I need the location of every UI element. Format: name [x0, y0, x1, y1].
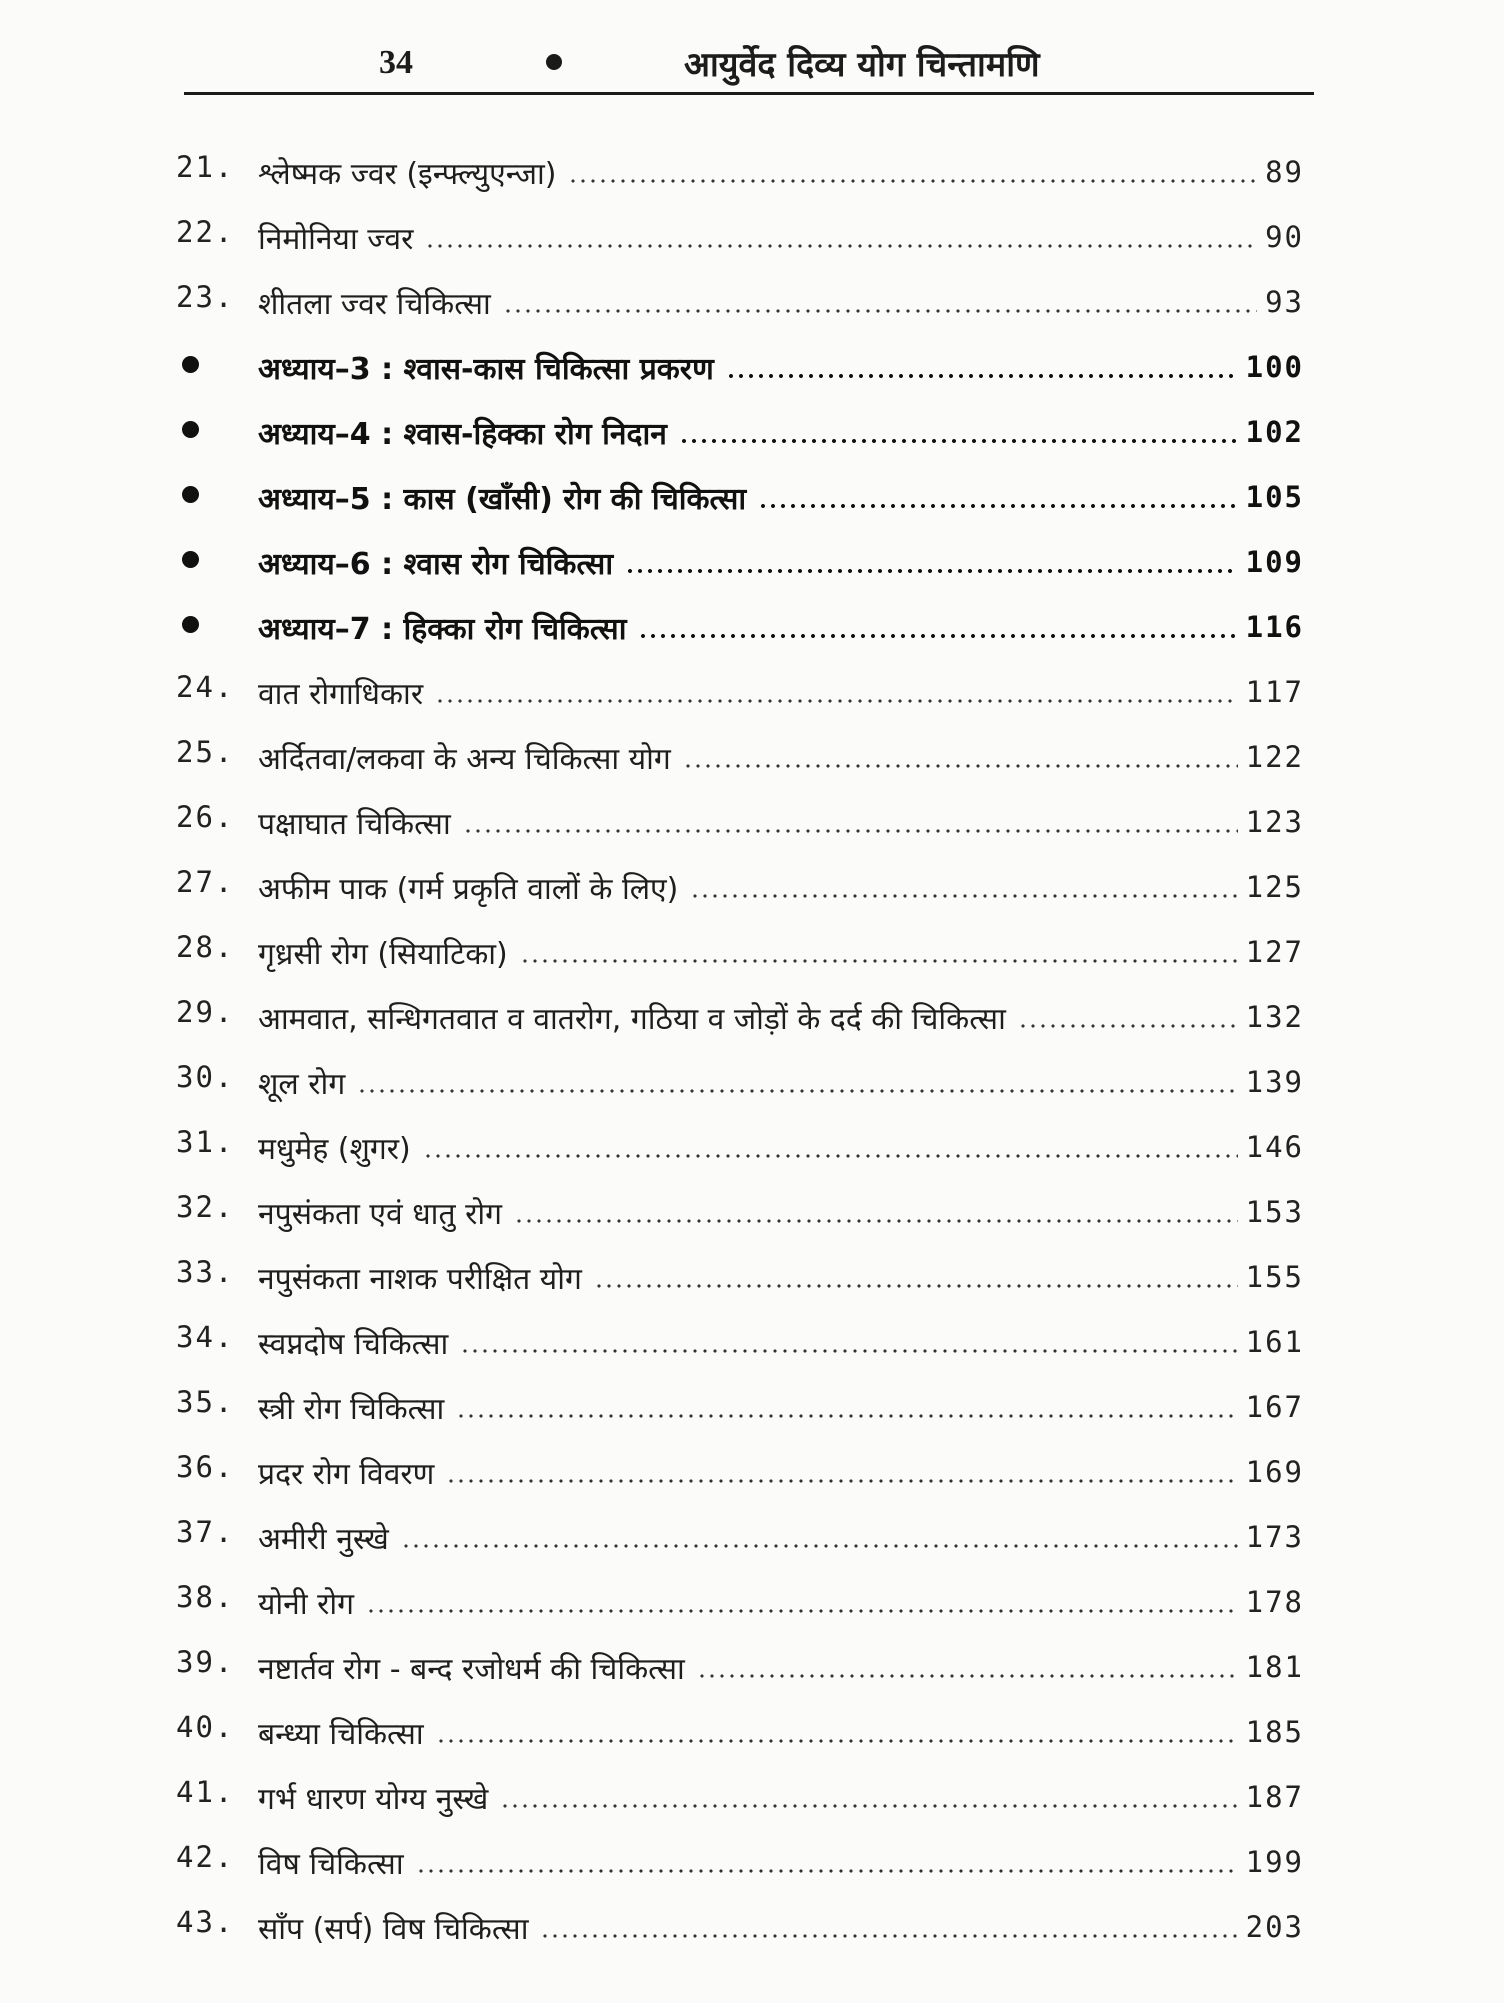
toc-item-title: अध्याय–3 : श्वास-कास चिकित्सा प्रकरण: [258, 351, 714, 387]
toc-line: [258, 792, 1304, 852]
toc-item-number: 37.: [176, 1515, 235, 1549]
toc-item-row: [0, 207, 1504, 272]
toc-line: [258, 1052, 1304, 1112]
toc-line: [258, 1117, 1304, 1177]
toc-item-title: अध्याय–6 : श्वास रोग चिकित्सा: [258, 546, 614, 582]
toc-line: [258, 597, 1304, 657]
dot-leader: [683, 764, 1238, 768]
toc-item-title: आमवात, सन्धिगतवात व वातरोग, गठिया व जोड़ों के दर्द की चिकित्सा: [258, 1001, 1006, 1037]
toc-line: [258, 142, 1304, 202]
book-title: आयुर्वेद दिव्य योग चिन्तामणि: [684, 45, 1040, 85]
dot-leader: [594, 1284, 1238, 1288]
toc-page-number: 89: [1265, 155, 1304, 189]
toc-item-number: 30.: [176, 1060, 235, 1094]
dot-leader: [758, 504, 1237, 508]
toc-item-title: अध्याय–5 : कास (खाँसी) रोग की चिकित्सा: [258, 481, 747, 517]
toc-page-number: 167: [1245, 1390, 1304, 1424]
toc-page-number: 181: [1245, 1650, 1304, 1684]
toc-line: [258, 1442, 1304, 1502]
toc-item-title: अध्याय–4 : श्वास-हिक्का रोग निदान: [258, 416, 667, 452]
toc-page-number: 102: [1245, 415, 1304, 449]
toc-page-number: 117: [1245, 675, 1304, 709]
page-header: [184, 40, 1314, 95]
toc-page-number: 93: [1265, 285, 1304, 319]
dot-leader: [1018, 1024, 1238, 1028]
toc-item-title: साँप (सर्प) विष चिकित्सा: [258, 1911, 529, 1947]
toc-item-title: शूल रोग: [258, 1066, 346, 1102]
toc-page-number: 127: [1245, 935, 1304, 969]
dot-leader: [726, 374, 1238, 378]
toc-item-title: निमोनिया ज्वर: [258, 221, 414, 257]
dot-leader: [425, 244, 1257, 248]
bullet-icon: [182, 551, 199, 568]
toc-item-title: गृध्रसी रोग (सियाटिका): [258, 936, 508, 972]
toc-item-row: [0, 1832, 1504, 1897]
dot-leader: [638, 634, 1237, 638]
toc-item-number: 28.: [176, 930, 235, 964]
toc-line: [258, 1377, 1304, 1437]
toc-item-row: [0, 1377, 1504, 1442]
toc-item-row: [0, 1247, 1504, 1312]
toc-item-number: 42.: [176, 1840, 235, 1874]
toc-item-number: 41.: [176, 1775, 235, 1809]
dot-leader: [679, 439, 1238, 443]
toc-line: [258, 1897, 1304, 1957]
toc-item-number: 38.: [176, 1580, 235, 1614]
toc-item-row: [0, 1767, 1504, 1832]
toc-page-number: 187: [1245, 1780, 1304, 1814]
toc-page-number: 178: [1245, 1585, 1304, 1619]
toc-line: [258, 1247, 1304, 1307]
toc-item-title: विष चिकित्सा: [258, 1846, 404, 1882]
dot-leader: [697, 1674, 1238, 1678]
toc-page-number: 153: [1245, 1195, 1304, 1229]
toc-item-title: गर्भ धारण योग्य नुस्खे: [258, 1781, 489, 1817]
toc-item-title: नपुसंकता नाशक परीक्षित योग: [258, 1261, 582, 1297]
toc-item-number: 22.: [176, 215, 235, 249]
dot-leader: [540, 1934, 1237, 1938]
toc-item-number: 26.: [176, 800, 235, 834]
toc-line: [258, 1702, 1304, 1762]
toc-item-row: [0, 922, 1504, 987]
toc-page-number: 146: [1245, 1130, 1304, 1164]
dot-leader: [416, 1869, 1238, 1873]
toc-line: [258, 1312, 1304, 1372]
dot-leader: [625, 569, 1238, 573]
toc-item-number: 21.: [176, 150, 235, 184]
toc-item-title: अफीम पाक (गर्म प्रकृति वालों के लिए): [258, 871, 679, 907]
toc-page-number: 116: [1245, 610, 1304, 644]
toc-item-row: [0, 1312, 1504, 1377]
toc-page-number: 203: [1245, 1910, 1304, 1944]
toc-line: [258, 1182, 1304, 1242]
toc-item-row: [0, 1052, 1504, 1117]
toc-chapter-row: [0, 402, 1504, 467]
toc-item-row: [0, 1182, 1504, 1247]
bullet-icon: [182, 356, 199, 373]
toc-page-number: 173: [1245, 1520, 1304, 1554]
toc-page-number: 185: [1245, 1715, 1304, 1749]
dot-leader: [366, 1609, 1238, 1613]
dot-leader: [357, 1089, 1237, 1093]
toc-line: [258, 727, 1304, 787]
toc-page-number: 122: [1245, 740, 1304, 774]
dot-leader: [568, 179, 1257, 183]
toc-chapter-row: [0, 337, 1504, 402]
toc-item-row: [0, 1117, 1504, 1182]
toc-item-title: वात रोगाधिकार: [258, 676, 424, 712]
header-bullet-icon: [546, 54, 562, 70]
bullet-icon: [182, 486, 199, 503]
dot-leader: [423, 1154, 1238, 1158]
toc-line: [258, 402, 1304, 462]
toc-item-row: [0, 1897, 1504, 1962]
toc-page-number: 125: [1245, 870, 1304, 904]
toc-item-row: [0, 1572, 1504, 1637]
toc-item-title: स्त्री रोग चिकित्सा: [258, 1391, 445, 1427]
bullet-icon: [182, 421, 199, 438]
toc-item-number: 33.: [176, 1255, 235, 1289]
toc-item-number: 39.: [176, 1645, 235, 1679]
toc-item-row: [0, 792, 1504, 857]
dot-leader: [401, 1544, 1238, 1548]
dot-leader: [456, 1414, 1237, 1418]
dot-leader: [436, 1739, 1238, 1743]
toc-item-title: स्वप्नदोष चिकित्सा: [258, 1326, 449, 1362]
toc-page-number: 105: [1245, 480, 1304, 514]
toc-line: [258, 1832, 1304, 1892]
toc-item-title: अमीरी नुस्खे: [258, 1521, 389, 1557]
toc-line: [258, 272, 1304, 332]
toc-page-number: 100: [1245, 350, 1304, 384]
toc-item-number: 23.: [176, 280, 235, 314]
toc-item-number: 27.: [176, 865, 235, 899]
toc-item-row: [0, 142, 1504, 207]
toc-item-row: [0, 1637, 1504, 1702]
toc-chapter-row: [0, 532, 1504, 597]
toc-item-title: प्रदर रोग विवरण: [258, 1456, 435, 1492]
table-of-contents: [0, 142, 1504, 1962]
toc-line: [258, 1637, 1304, 1697]
toc-item-number: 35.: [176, 1385, 235, 1419]
toc-item-number: 36.: [176, 1450, 235, 1484]
toc-line: [258, 207, 1304, 267]
toc-line: [258, 987, 1304, 1047]
page-number: 34: [379, 44, 413, 81]
dot-leader: [520, 959, 1238, 963]
toc-item-row: [0, 1442, 1504, 1507]
toc-page-number: 139: [1245, 1065, 1304, 1099]
dot-leader: [435, 699, 1238, 703]
toc-item-number: 25.: [176, 735, 235, 769]
toc-line: [258, 857, 1304, 917]
dot-leader: [463, 829, 1238, 833]
toc-line: [258, 1507, 1304, 1567]
dot-leader: [500, 1804, 1237, 1808]
toc-page-number: 161: [1245, 1325, 1304, 1359]
toc-item-row: [0, 272, 1504, 337]
toc-chapter-row: [0, 597, 1504, 662]
toc-chapter-row: [0, 467, 1504, 532]
toc-item-number: 24.: [176, 670, 235, 704]
toc-line: [258, 922, 1304, 982]
toc-item-row: [0, 857, 1504, 922]
toc-page-number: 90: [1265, 220, 1304, 254]
toc-item-row: [0, 1507, 1504, 1572]
toc-item-title: पक्षाघात चिकित्सा: [258, 806, 451, 842]
toc-page-number: 132: [1245, 1000, 1304, 1034]
toc-page-number: 123: [1245, 805, 1304, 839]
toc-item-title: शीतला ज्वर चिकित्सा: [258, 286, 491, 322]
dot-leader: [460, 1349, 1237, 1353]
bullet-icon: [182, 616, 199, 633]
toc-item-number: 31.: [176, 1125, 235, 1159]
toc-item-number: 32.: [176, 1190, 235, 1224]
dot-leader: [690, 894, 1237, 898]
toc-item-title: योनी रोग: [258, 1586, 355, 1622]
dot-leader: [514, 1219, 1238, 1223]
toc-item-number: 43.: [176, 1905, 235, 1939]
toc-item-number: 34.: [176, 1320, 235, 1354]
dot-leader: [446, 1479, 1237, 1483]
toc-item-title: नष्टार्तव रोग - बन्द रजोधर्म की चिकित्सा: [258, 1651, 685, 1687]
toc-item-number: 29.: [176, 995, 235, 1029]
toc-item-row: [0, 987, 1504, 1052]
toc-line: [258, 337, 1304, 397]
toc-item-row: [0, 662, 1504, 727]
toc-item-title: अर्दितवा/लकवा के अन्य चिकित्सा योग: [258, 741, 671, 777]
toc-line: [258, 532, 1304, 592]
toc-page-number: 199: [1245, 1845, 1304, 1879]
toc-item-title: श्लेष्मक ज्वर (इन्फ्ल्युएन्जा): [258, 156, 557, 192]
toc-page-number: 109: [1245, 545, 1304, 579]
toc-item-title: अध्याय–7 : हिक्का रोग चिकित्सा: [258, 611, 627, 647]
toc-line: [258, 1767, 1304, 1827]
toc-page-number: 169: [1245, 1455, 1304, 1489]
toc-item-row: [0, 727, 1504, 792]
dot-leader: [503, 309, 1257, 313]
toc-line: [258, 1572, 1304, 1632]
toc-item-row: [0, 1702, 1504, 1767]
toc-item-title: बन्ध्या चिकित्सा: [258, 1716, 424, 1752]
toc-item-title: मधुमेह (शुगर): [258, 1131, 411, 1167]
toc-line: [258, 662, 1304, 722]
toc-item-title: नपुसंकता एवं धातु रोग: [258, 1196, 503, 1232]
toc-page-number: 155: [1245, 1260, 1304, 1294]
toc-line: [258, 467, 1304, 527]
toc-item-number: 40.: [176, 1710, 235, 1744]
